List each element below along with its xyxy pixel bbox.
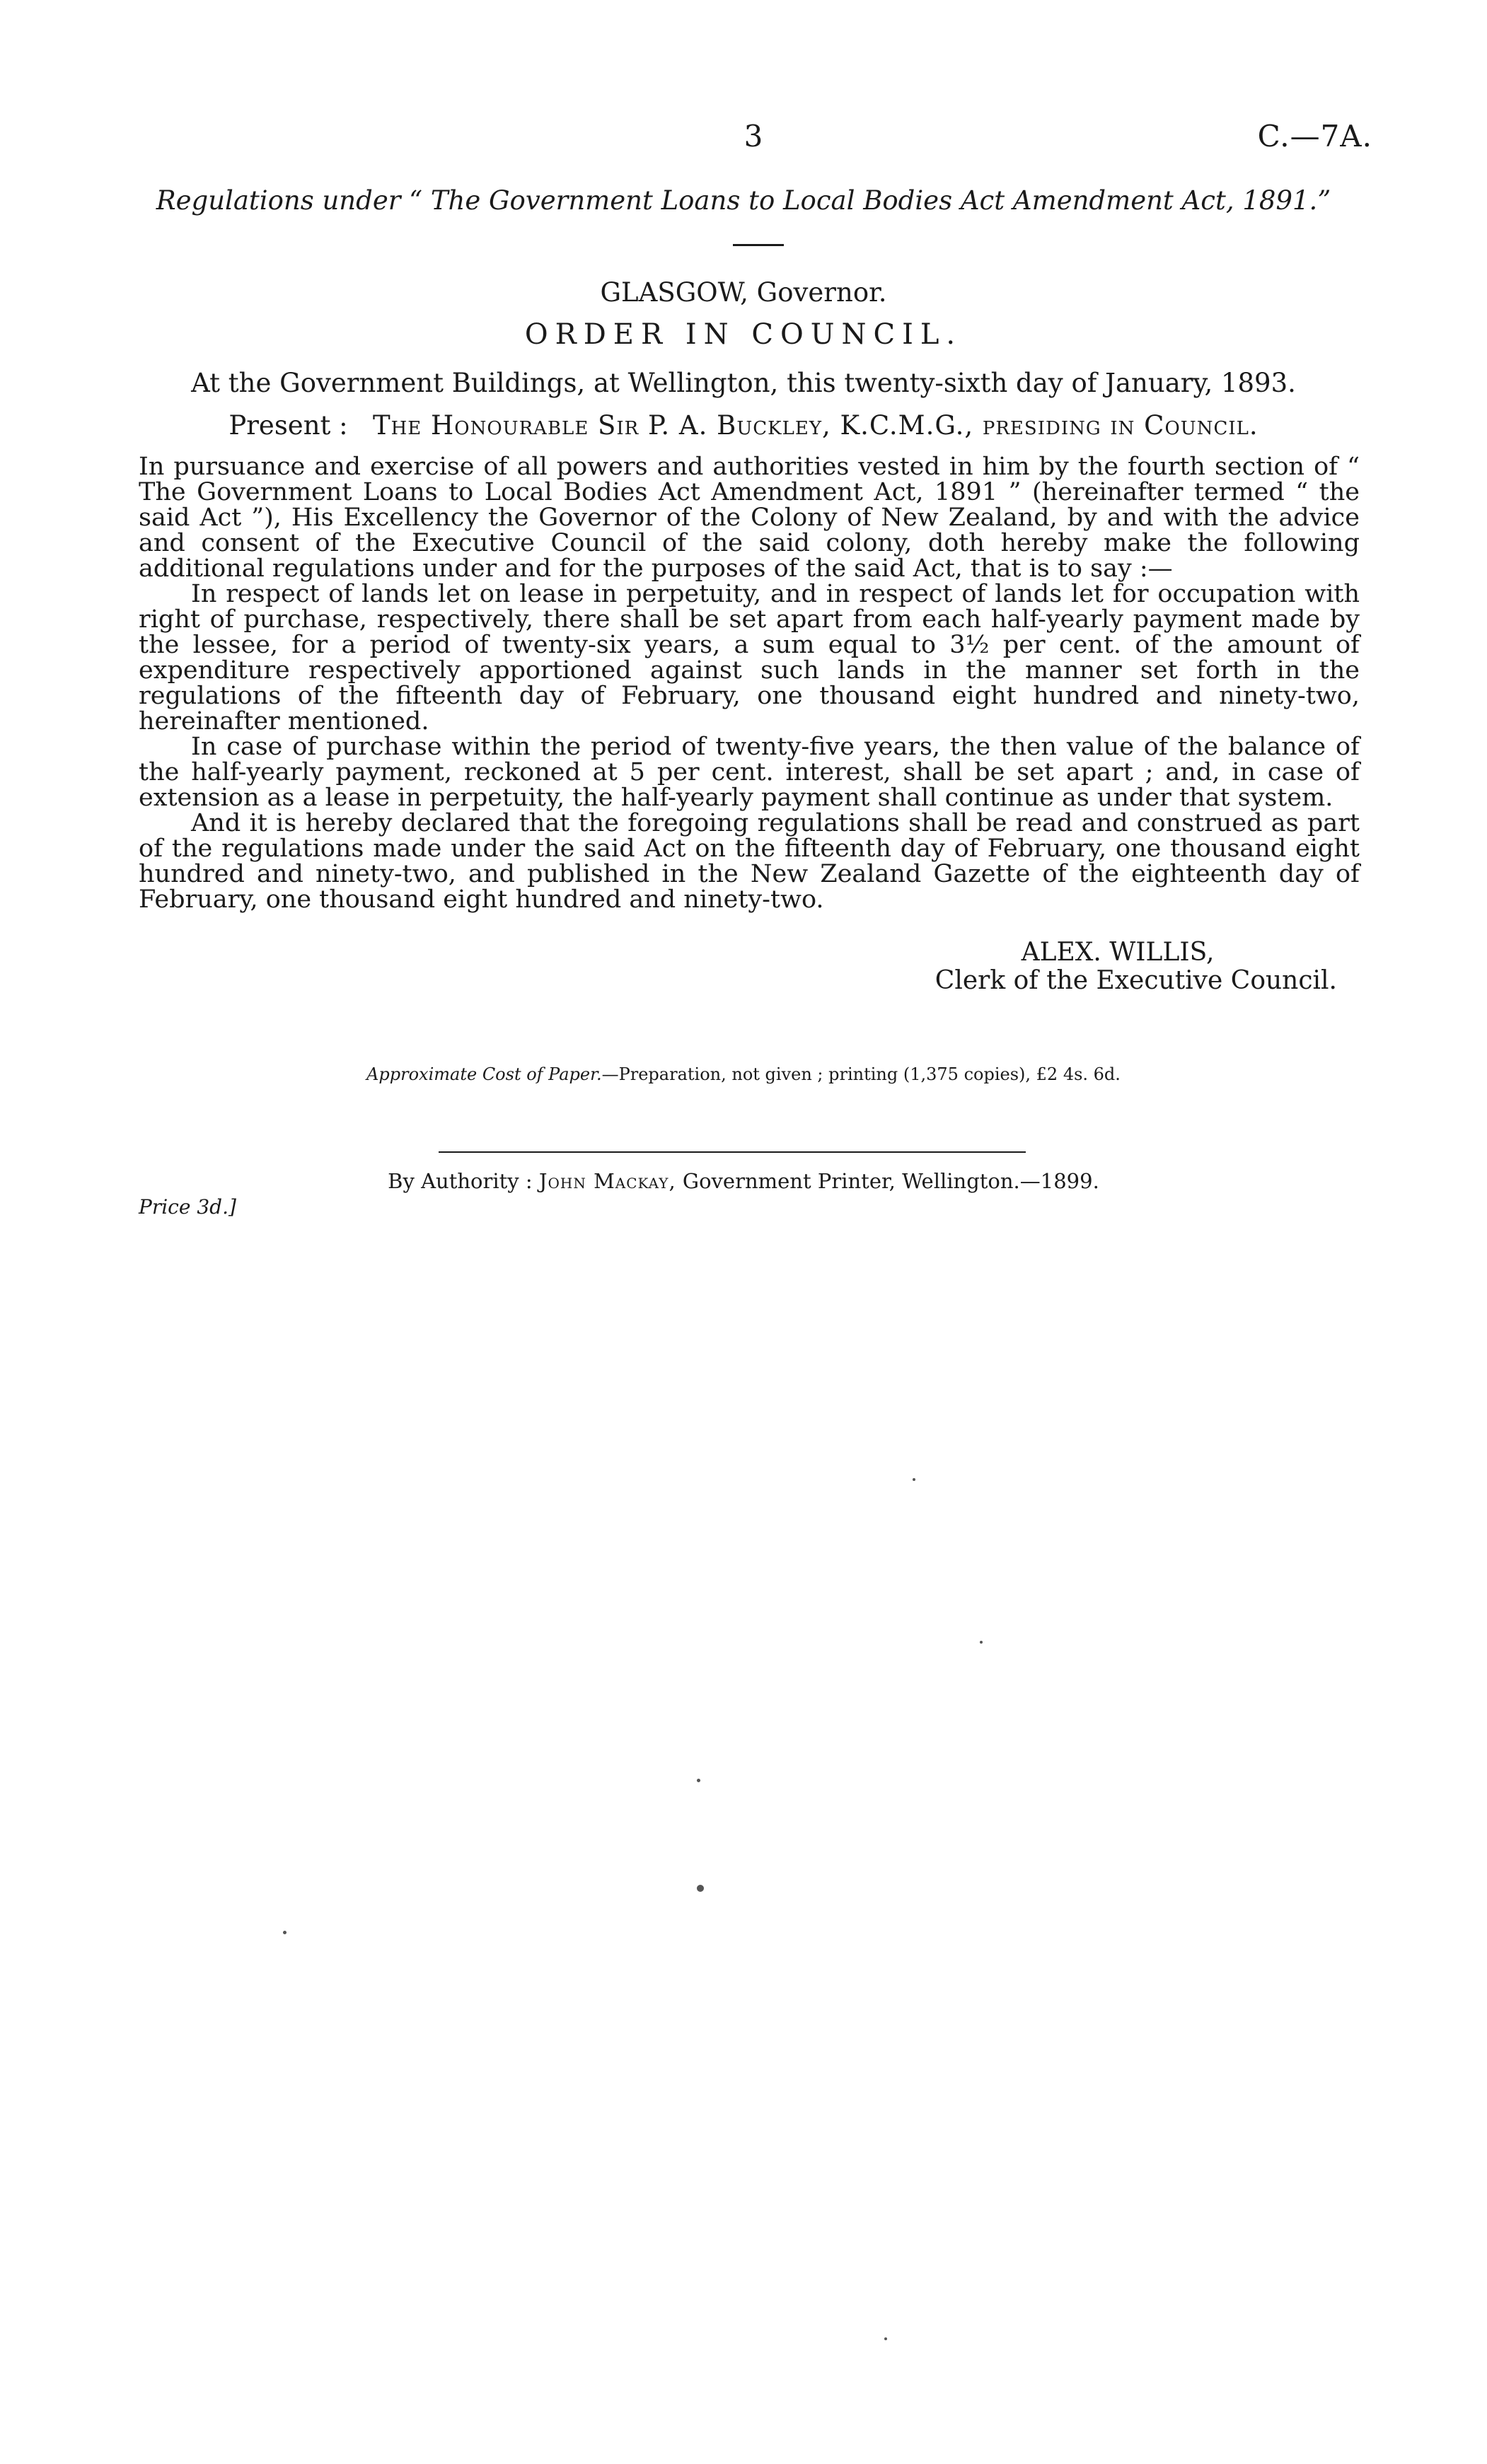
scan-speck <box>913 1478 915 1481</box>
footer-rule <box>439 1151 1026 1153</box>
paragraph-lease: In respect of lands let on lease in perpetuity, and in respect of lands let for occupation with right of purchase, respectively, there shall be set apart from each half-yearly payment made by the lessee, for a period of twenty-six years, a sum equal to 3½ per cent. of the amount of expenditure respectively apportioned against such lands in the manner set forth in the regulations of the fifteenth day of February, one thousand eight hundred and ninety-two, hereinafter mentioned. <box>139 580 1360 736</box>
cost-label: Approximate Cost of Paper. <box>366 1064 602 1084</box>
date-place-line: At the Government Buildings, at Wellington, this twenty-sixth day of January, 1893. <box>191 368 1296 398</box>
paragraph-purchase: In case of purchase within the period of twenty-five years, the then value of the balance of the half-yearly payment, reckoned at 5 per cent. interest, shall be set apart ; and, in case of extension as a lease in perpetuity, the half-yearly payment shall continue as under that system. <box>139 733 1360 812</box>
present-text: The Honourable Sir P. A. Buckley, K.C.M.G., presiding in Council. <box>372 410 1259 441</box>
signatory-title: Clerk of the Executive Council. <box>935 966 1337 995</box>
cost-text: —Preparation, not given ; printing (1,375 copies), £2 4s. 6d. <box>601 1064 1121 1084</box>
scan-speck <box>697 1779 700 1782</box>
scan-speck <box>697 1885 704 1892</box>
governor-line: GLASGOW, Governor. <box>600 277 887 308</box>
heading-rule <box>733 244 784 246</box>
page-number: 3 <box>744 119 763 153</box>
order-title: ORDER IN COUNCIL. <box>524 318 963 351</box>
body-text <box>139 454 1360 912</box>
scan-speck <box>283 1931 287 1934</box>
signatory-name: ALEX. WILLIS, <box>1021 938 1215 967</box>
present-label: Present : <box>228 410 348 441</box>
price-note: Price 3d.] <box>139 1195 236 1219</box>
present-line <box>0 410 1487 441</box>
paper-reference: C.—7A. <box>1257 119 1372 153</box>
paragraph-declaration: And it is hereby declared that the foregoing regulations shall be read and construed as part of the regulations made under the said Act on the fifteenth day of February, one thousand eight hundred and ninety-two, and published in the New Zealand Gazette of the eighteenth day of February, one thousand eight hundred and ninety-two. <box>139 809 1360 914</box>
scan-speck <box>884 2337 887 2340</box>
authority-printer: John Mackay, <box>538 1169 676 1193</box>
paragraph-preamble: In pursuance and exercise of all powers and authorities vested in him by the fourth section of “ The Government Loans to Local Bodies Act Amendment Act, 1891 ” (hereinafter termed “ the said Act ”), His Excellency the Governor of the Colony of New Zealand, by and with the advice and consent of the Executive Council of the said colony, doth hereby make the following additional regulations under and for the purposes of the said Act, that is to say :— <box>139 453 1360 583</box>
authority-prefix: By Authority : <box>388 1169 533 1193</box>
document-heading: Regulations under “ The Government Loans to Local Bodies Act Amendment Act, 1891.” <box>156 185 1331 216</box>
authority-suffix: Government Printer, Wellington.—1899. <box>682 1169 1099 1193</box>
cost-note <box>0 1064 1487 1084</box>
scan-speck <box>980 1641 983 1644</box>
authority-line <box>212 1169 1275 1193</box>
